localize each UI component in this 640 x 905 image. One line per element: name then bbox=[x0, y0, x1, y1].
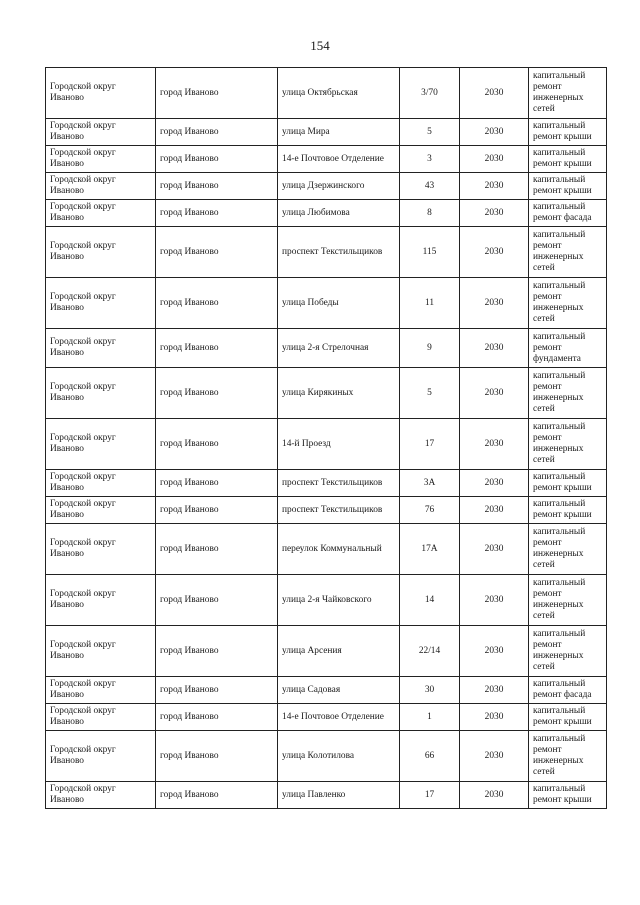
house-number-cell: 30 bbox=[400, 677, 460, 704]
table-row bbox=[46, 173, 607, 200]
work-type-cell: капитальный ремонт инженерных сетей bbox=[529, 278, 607, 329]
work-type-cell: капитальный ремонт инженерных сетей bbox=[529, 368, 607, 419]
city-cell: город Иваново bbox=[156, 704, 278, 731]
street-cell: улица Любимова bbox=[278, 200, 400, 227]
table-row bbox=[46, 227, 607, 278]
work-type-cell: капитальный ремонт инженерных сетей bbox=[529, 626, 607, 677]
work-type-cell: капитальный ремонт инженерных сетей bbox=[529, 68, 607, 119]
house-number-cell: 3А bbox=[400, 470, 460, 497]
table-row bbox=[46, 419, 607, 470]
work-type-cell: капитальный ремонт крыши bbox=[529, 146, 607, 173]
city-cell: город Иваново bbox=[156, 419, 278, 470]
city-cell: город Иваново bbox=[156, 368, 278, 419]
year-cell: 2030 bbox=[460, 119, 529, 146]
city-cell: город Иваново bbox=[156, 278, 278, 329]
street-cell: 14-е Почтовое Отделение bbox=[278, 146, 400, 173]
city-cell: город Иваново bbox=[156, 731, 278, 782]
district-cell: Городской округ Иваново bbox=[46, 419, 156, 470]
district-cell: Городской округ Иваново bbox=[46, 368, 156, 419]
table-row bbox=[46, 575, 607, 626]
table-row bbox=[46, 146, 607, 173]
city-cell: город Иваново bbox=[156, 626, 278, 677]
district-cell: Городской округ Иваново bbox=[46, 146, 156, 173]
work-type-cell: капитальный ремонт инженерных сетей bbox=[529, 524, 607, 575]
district-cell: Городской округ Иваново bbox=[46, 524, 156, 575]
table-row bbox=[46, 704, 607, 731]
district-cell: Городской округ Иваново bbox=[46, 704, 156, 731]
street-cell: 14-й Проезд bbox=[278, 419, 400, 470]
work-type-cell: капитальный ремонт крыши bbox=[529, 782, 607, 809]
street-cell: проспект Текстильщиков bbox=[278, 470, 400, 497]
district-cell: Городской округ Иваново bbox=[46, 782, 156, 809]
house-number-cell: 11 bbox=[400, 278, 460, 329]
year-cell: 2030 bbox=[460, 782, 529, 809]
year-cell: 2030 bbox=[460, 146, 529, 173]
district-cell: Городской округ Иваново bbox=[46, 731, 156, 782]
year-cell: 2030 bbox=[460, 227, 529, 278]
street-cell: 14-е Почтовое Отделение bbox=[278, 704, 400, 731]
street-cell: улица Октябрьская bbox=[278, 68, 400, 119]
table-row bbox=[46, 278, 607, 329]
house-number-cell: 3 bbox=[400, 146, 460, 173]
table-row bbox=[46, 497, 607, 524]
house-number-cell: 1 bbox=[400, 704, 460, 731]
street-cell: проспект Текстильщиков bbox=[278, 227, 400, 278]
house-number-cell: 3/70 bbox=[400, 68, 460, 119]
house-number-cell: 5 bbox=[400, 368, 460, 419]
work-type-cell: капитальный ремонт фасада bbox=[529, 677, 607, 704]
district-cell: Городской округ Иваново bbox=[46, 626, 156, 677]
district-cell: Городской округ Иваново bbox=[46, 173, 156, 200]
street-cell: улица Колотилова bbox=[278, 731, 400, 782]
table-row bbox=[46, 524, 607, 575]
table-row bbox=[46, 329, 607, 368]
house-number-cell: 9 bbox=[400, 329, 460, 368]
street-cell: улица 2-я Чайковского bbox=[278, 575, 400, 626]
district-cell: Городской округ Иваново bbox=[46, 200, 156, 227]
work-type-cell: капитальный ремонт крыши bbox=[529, 119, 607, 146]
street-cell: улица Садовая bbox=[278, 677, 400, 704]
district-cell: Городской округ Иваново bbox=[46, 470, 156, 497]
year-cell: 2030 bbox=[460, 278, 529, 329]
house-number-cell: 8 bbox=[400, 200, 460, 227]
work-type-cell: капитальный ремонт крыши bbox=[529, 704, 607, 731]
house-number-cell: 76 bbox=[400, 497, 460, 524]
street-cell: улица Мира bbox=[278, 119, 400, 146]
street-cell: улица Кирякиных bbox=[278, 368, 400, 419]
year-cell: 2030 bbox=[460, 368, 529, 419]
city-cell: город Иваново bbox=[156, 782, 278, 809]
year-cell: 2030 bbox=[460, 470, 529, 497]
city-cell: город Иваново bbox=[156, 329, 278, 368]
table-row bbox=[46, 677, 607, 704]
city-cell: город Иваново bbox=[156, 524, 278, 575]
year-cell: 2030 bbox=[460, 419, 529, 470]
city-cell: город Иваново bbox=[156, 119, 278, 146]
work-type-cell: капитальный ремонт фасада bbox=[529, 200, 607, 227]
district-cell: Городской округ Иваново bbox=[46, 329, 156, 368]
district-cell: Городской округ Иваново bbox=[46, 227, 156, 278]
year-cell: 2030 bbox=[460, 329, 529, 368]
table-row bbox=[46, 368, 607, 419]
work-type-cell: капитальный ремонт инженерных сетей bbox=[529, 419, 607, 470]
house-number-cell: 17 bbox=[400, 419, 460, 470]
city-cell: город Иваново bbox=[156, 146, 278, 173]
house-number-cell: 22/14 bbox=[400, 626, 460, 677]
district-cell: Городской округ Иваново bbox=[46, 119, 156, 146]
repair-schedule-table bbox=[45, 67, 607, 809]
city-cell: город Иваново bbox=[156, 575, 278, 626]
year-cell: 2030 bbox=[460, 677, 529, 704]
house-number-cell: 17 bbox=[400, 782, 460, 809]
district-cell: Городской округ Иваново bbox=[46, 278, 156, 329]
year-cell: 2030 bbox=[460, 173, 529, 200]
year-cell: 2030 bbox=[460, 200, 529, 227]
city-cell: город Иваново bbox=[156, 470, 278, 497]
district-cell: Городской округ Иваново bbox=[46, 575, 156, 626]
table-row bbox=[46, 119, 607, 146]
house-number-cell: 43 bbox=[400, 173, 460, 200]
city-cell: город Иваново bbox=[156, 68, 278, 119]
street-cell: улица 2-я Стрелочная bbox=[278, 329, 400, 368]
house-number-cell: 115 bbox=[400, 227, 460, 278]
year-cell: 2030 bbox=[460, 68, 529, 119]
house-number-cell: 14 bbox=[400, 575, 460, 626]
table-row bbox=[46, 731, 607, 782]
table-row bbox=[46, 68, 607, 119]
street-cell: улица Арсения bbox=[278, 626, 400, 677]
street-cell: улица Павленко bbox=[278, 782, 400, 809]
table-row bbox=[46, 200, 607, 227]
table-row bbox=[46, 470, 607, 497]
district-cell: Городской округ Иваново bbox=[46, 497, 156, 524]
house-number-cell: 66 bbox=[400, 731, 460, 782]
district-cell: Городской округ Иваново bbox=[46, 677, 156, 704]
street-cell: проспект Текстильщиков bbox=[278, 497, 400, 524]
year-cell: 2030 bbox=[460, 731, 529, 782]
city-cell: город Иваново bbox=[156, 497, 278, 524]
house-number-cell: 17А bbox=[400, 524, 460, 575]
work-type-cell: капитальный ремонт инженерных сетей bbox=[529, 575, 607, 626]
city-cell: город Иваново bbox=[156, 200, 278, 227]
work-type-cell: капитальный ремонт инженерных сетей bbox=[529, 227, 607, 278]
year-cell: 2030 bbox=[460, 524, 529, 575]
work-type-cell: капитальный ремонт крыши bbox=[529, 470, 607, 497]
street-cell: улица Победы bbox=[278, 278, 400, 329]
street-cell: переулок Коммунальный bbox=[278, 524, 400, 575]
work-type-cell: капитальный ремонт крыши bbox=[529, 497, 607, 524]
work-type-cell: капитальный ремонт инженерных сетей bbox=[529, 731, 607, 782]
district-cell: Городской округ Иваново bbox=[46, 68, 156, 119]
year-cell: 2030 bbox=[460, 704, 529, 731]
year-cell: 2030 bbox=[460, 497, 529, 524]
city-cell: город Иваново bbox=[156, 173, 278, 200]
year-cell: 2030 bbox=[460, 626, 529, 677]
table-row bbox=[46, 626, 607, 677]
work-type-cell: капитальный ремонт крыши bbox=[529, 173, 607, 200]
city-cell: город Иваново bbox=[156, 227, 278, 278]
work-type-cell: капитальный ремонт фундамента bbox=[529, 329, 607, 368]
year-cell: 2030 bbox=[460, 575, 529, 626]
street-cell: улица Дзержинского bbox=[278, 173, 400, 200]
page-number: 154 bbox=[310, 38, 330, 53]
house-number-cell: 5 bbox=[400, 119, 460, 146]
table-row bbox=[46, 782, 607, 809]
city-cell: город Иваново bbox=[156, 677, 278, 704]
